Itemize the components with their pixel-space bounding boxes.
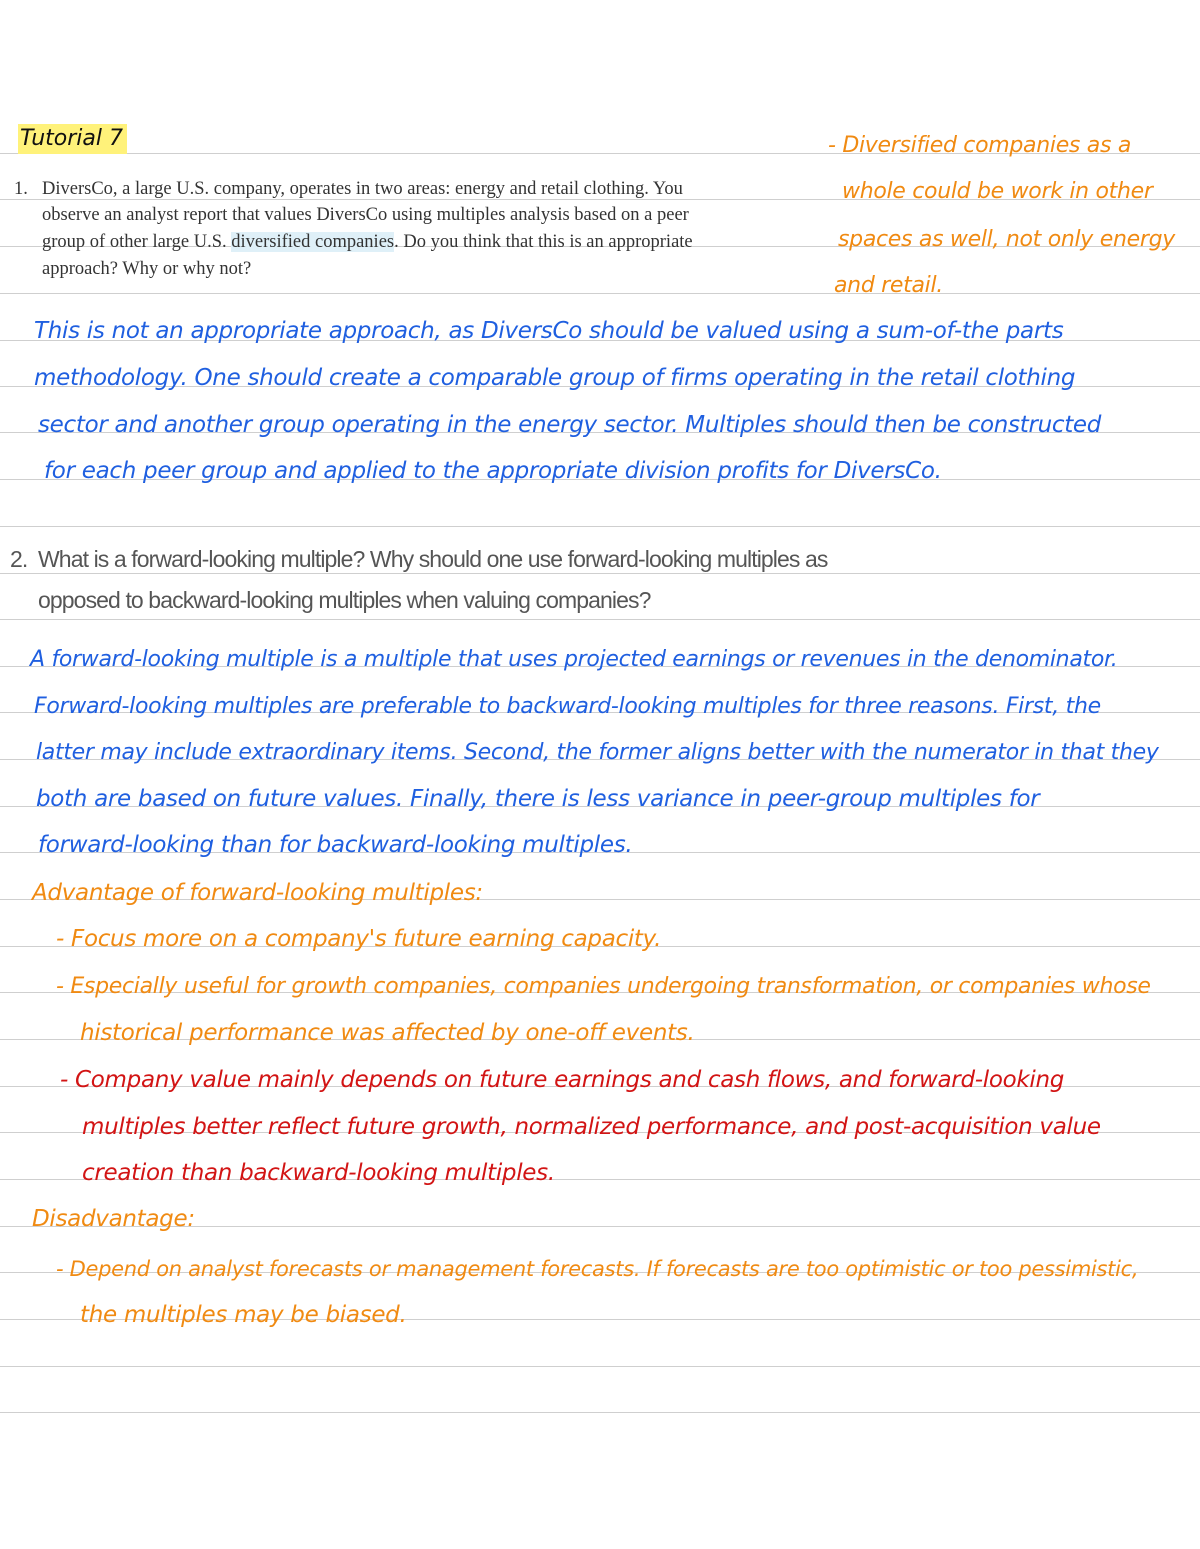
advantage-red-line: creation than backward-looking multiples. xyxy=(82,1160,555,1186)
question-1-line: group of other large U.S. diversified companies. Do you think that this is an appropriate xyxy=(42,232,693,252)
ruled-line xyxy=(0,293,1200,294)
question-2-line: What is a forward-looking multiple? Why should one use forward-looking multiples as xyxy=(38,546,828,572)
ruled-line xyxy=(0,1366,1200,1367)
ruled-line xyxy=(0,526,1200,527)
side-note-line: - Diversified companies as a xyxy=(828,133,1132,158)
advantage-bullet: historical performance was affected by one-off events. xyxy=(80,1020,695,1046)
side-note-line: whole could be work in other xyxy=(842,179,1153,204)
answer-2-line: latter may include extraordinary items. Second, the former aligns better with the numerator in that they xyxy=(36,740,1159,765)
answer-2-line: both are based on future values. Finally, there is less variance in peer-group multiples for xyxy=(36,786,1040,812)
page-title: Tutorial 7 xyxy=(18,124,127,154)
question-2-number: 2. xyxy=(10,546,28,572)
disadvantage-line: the multiples may be biased. xyxy=(80,1302,407,1328)
answer-2-line: forward-looking than for backward-looking multiples. xyxy=(38,832,633,858)
advantage-bullet: - Focus more on a company's future earning capacity. xyxy=(56,926,662,952)
question-1-line: observe an analyst report that values DiversCo using multiples analysis based on a peer xyxy=(42,205,689,225)
side-note-line: and retail. xyxy=(834,273,943,298)
side-note-line: spaces as well, not only energy xyxy=(838,227,1175,252)
question-1-line: DiversCo, a large U.S. company, operates in two areas: energy and retail clothing. You xyxy=(42,179,683,199)
answer-1-line: for each peer group and applied to the appropriate division profits for DiversCo. xyxy=(44,458,942,484)
answer-1-line: This is not an appropriate approach, as DiversCo should be valued using a sum-of-the parts xyxy=(34,318,1064,344)
question-1-line: approach? Why or why not? xyxy=(42,259,252,279)
disadvantage-heading: Disadvantage: xyxy=(32,1206,195,1232)
answer-1-line: methodology. One should create a comparable group of firms operating in the retail clothing xyxy=(34,365,1076,391)
question-2-line: opposed to backward-looking multiples when valuing companies? xyxy=(38,587,651,613)
advantage-red-line: multiples better reflect future growth, normalized performance, and post-acquisition value xyxy=(82,1114,1101,1140)
highlighted-text: diversified companies xyxy=(231,232,395,252)
answer-1-line: sector and another group operating in the energy sector. Multiples should then be constructed xyxy=(38,412,1102,438)
answer-2-line: Forward-looking multiples are preferable to backward-looking multiples for three reasons. First, the xyxy=(34,694,1101,719)
question-1-number: 1. xyxy=(14,179,28,199)
answer-2-line: A forward-looking multiple is a multiple that uses projected earnings or revenues in the denominator. xyxy=(30,647,1118,672)
disadvantage-line: - Depend on analyst forecasts or management forecasts. If forecasts are too optimistic or too pessimistic, xyxy=(56,1257,1139,1281)
advantage-heading: Advantage of forward-looking multiples: xyxy=(32,880,483,906)
advantage-red-line: - Company value mainly depends on future earnings and cash flows, and forward-looking xyxy=(60,1067,1065,1093)
ruled-line xyxy=(0,1412,1200,1413)
advantage-bullet: - Especially useful for growth companies, companies undergoing transformation, or companies whose xyxy=(56,974,1151,999)
